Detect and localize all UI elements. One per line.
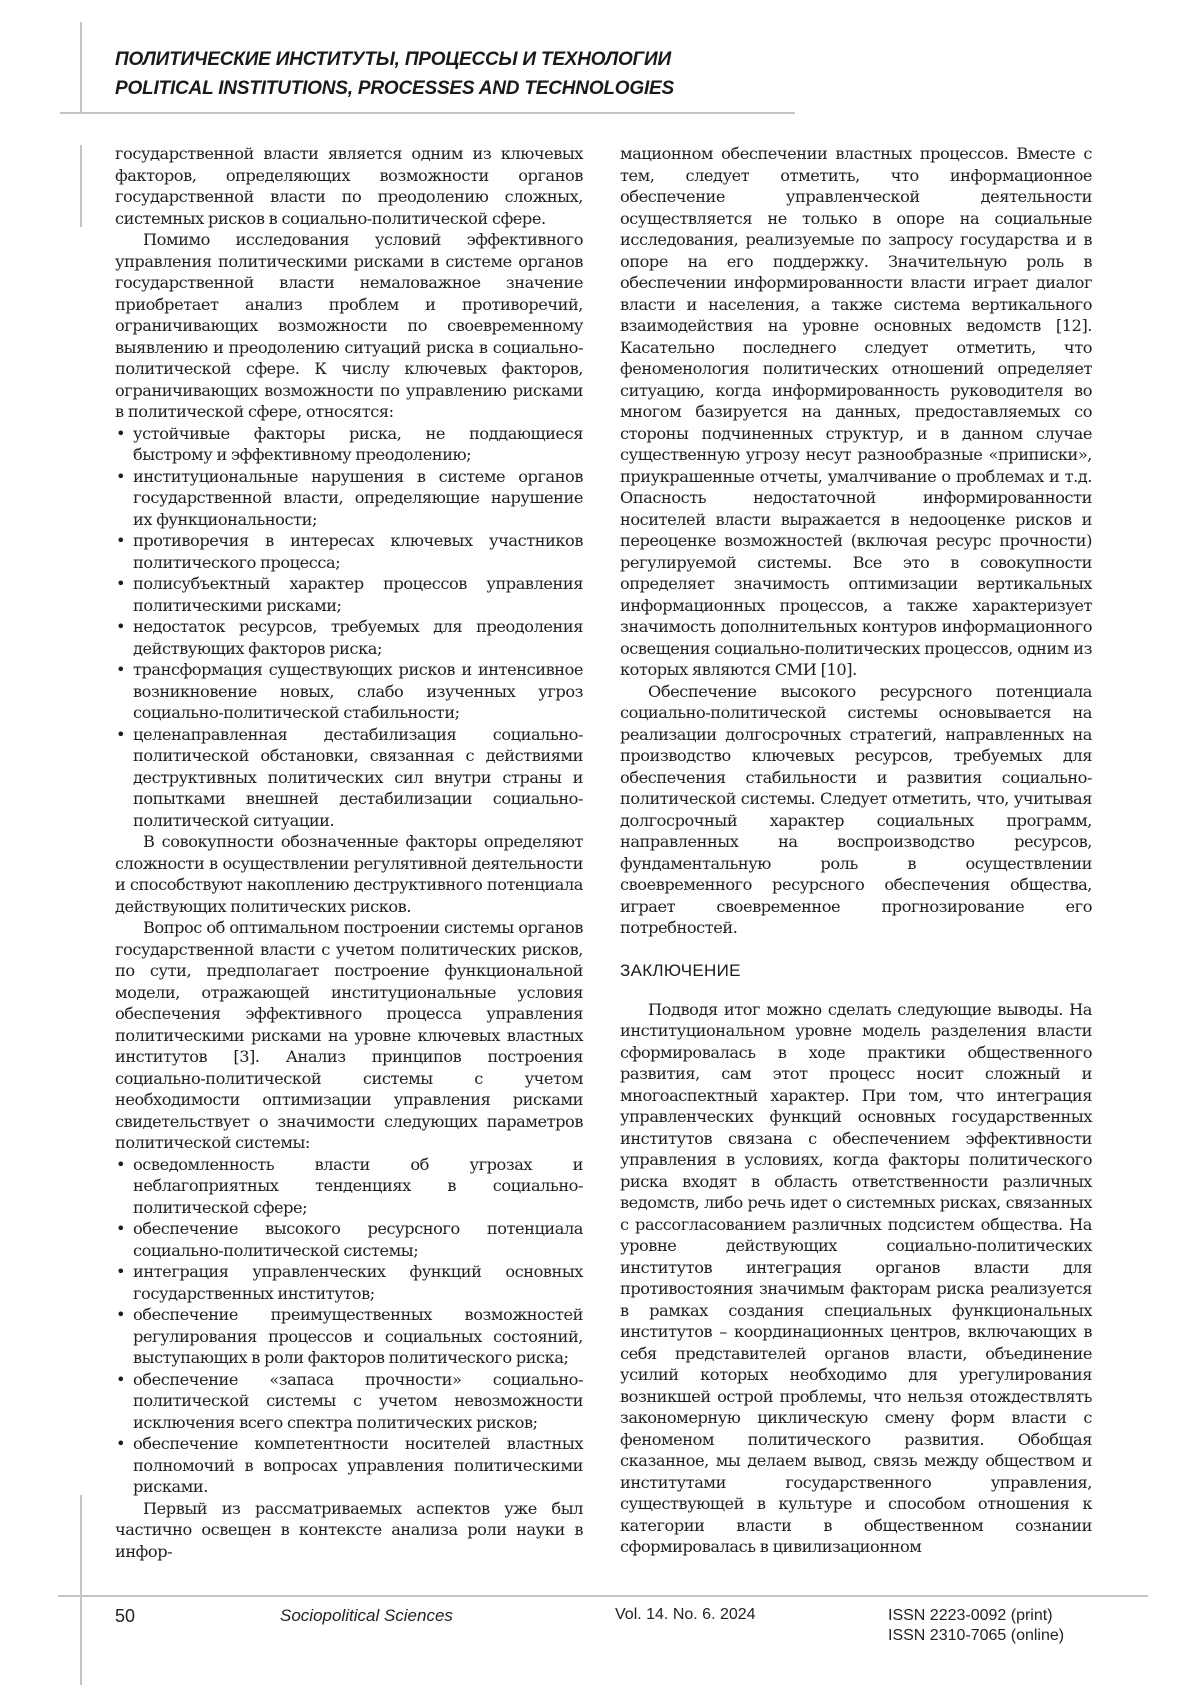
list-item: • противоречия в интересах ключевых участников политического процесса;	[115, 530, 583, 573]
page-footer	[0, 1606, 1200, 1666]
running-header	[115, 45, 674, 103]
list-item: • интеграция управленческих функций основных государственных институтов;	[115, 1261, 583, 1304]
issn-block	[888, 1606, 1064, 1646]
list-item: • институциональные нарушения в системе органов государственной власти, определяющие нарушение их функциональности;	[115, 466, 583, 531]
factors-list	[115, 423, 583, 832]
issn-online: ISSN 2310-7065 (online)	[888, 1626, 1064, 1646]
paragraph: Подводя итог можно сделать следующие выводы. На институциональном уровне модель разделения власти сформировалась в ходе практики общественного развития, сам этот процесс носит сложный и многоаспектный характер. При том, что интеграция управленческих функций основных государственных институтов связана с обеспечением эффективности управления в условиях, когда факторы политического риска входят в область ответственности различных ведомств, либо речь идет о системных рисках, связанных с рассогласованием различных подсистем общества. На уровне действующих социально-политических институтов интеграция органов власти для противостояния значимым факторам риска реализуется в рамках создания специальных функциональных институтов – координационных центров, включающих в себя представителей органов власти, объединение усилий которых необходимо для урегулирования возникшей острой проблемы, что нельзя отождествлять закономерную циклическую смену форм власти с феноменом политического развития. Обобщая сказанное, мы делаем вывод, связь между обществом и институтами государственного управления, существующей в культуре и способом отношения к категории власти в общественном сознании сформировалась в цивилизационном	[620, 999, 1092, 1558]
paragraph: Первый из рассматриваемых аспектов уже был частично освещен в контексте анализа роли науки в инфор-	[115, 1498, 583, 1563]
header-horizontal-rule	[60, 112, 795, 114]
paragraph: Обеспечение высокого ресурсного потенциала социально-политической системы основывается на реализации долгосрочных стратегий, направленных на производство ключевых ресурсов, требуемых для обеспечения стабильности и развития социально-политической системы. Следует отметить, что, учитывая долгосрочный характер социальных программ, направленных на воспроизводство ресурсов, фундаментальную роль в осуществлении своевременного ресурсного обеспечения общества, играет своевременное прогнозирование его потребностей.	[620, 681, 1092, 939]
paragraph: государственной власти является одним из ключевых факторов, определяющих возможности органов государственной власти по преодолению сложных, системных рисков в социально-политической сфере.	[115, 143, 583, 229]
header-title-en: POLITICAL INSTITUTIONS, PROCESSES AND TECHNOLOGIES	[115, 74, 674, 103]
list-item: • полисубъектный характер процессов управления политическими рисками;	[115, 573, 583, 616]
issn-print: ISSN 2223-0092 (print)	[888, 1606, 1064, 1626]
list-item: • устойчивые факторы риска, не поддающиеся быстрому и эффективному преодолению;	[115, 423, 583, 466]
list-item: • осведомленность власти об угрозах и неблагоприятных тенденциях в социально-политической сфере;	[115, 1154, 583, 1219]
list-item: • обеспечение преимущественных возможностей регулирования процессов и социальных состояний, выступающих в роли факторов политического риска;	[115, 1304, 583, 1369]
volume-info: Vol. 14. No. 6. 2024	[615, 1606, 756, 1624]
paragraph: В совокупности обозначенные факторы определяют сложности в осуществлении регулятивной деятельности и способствуют накоплению деструктивного потенциала действующих политических рисков.	[115, 831, 583, 917]
list-item: • обеспечение компетентности носителей властных полномочий в вопросах управления политическими рисками.	[115, 1433, 583, 1498]
header-vertical-rule	[80, 22, 82, 114]
list-item: • недостаток ресурсов, требуемых для преодоления действующих факторов риска;	[115, 616, 583, 659]
list-item: • трансформация существующих рисков и интенсивное возникновение новых, слабо изученных угроз социально-политической стабильности;	[115, 659, 583, 724]
parameters-list	[115, 1154, 583, 1498]
left-margin-rule	[80, 145, 82, 227]
journal-name: Sociopolitical Sciences	[280, 1606, 453, 1626]
page-number: 50	[115, 1606, 135, 1627]
list-item: • обеспечение «запаса прочности» социально-политической системы с учетом невозможности исключения всего спектра политических рисков;	[115, 1369, 583, 1434]
left-column	[115, 143, 583, 1562]
paragraph: мационном обеспечении властных процессов. Вместе с тем, следует отметить, что информационное обеспечение управленческой деятельности осуществляется не только в опоре на социальные исследования, реализуемые по запросу государства и в опоре на его поддержку. Значительную роль в обеспечении информированности власти играет диалог власти и населения, а также система вертикального взаимодействия на уровне основных ведомств [12]. Касательно последнего следует отметить, что феноменология политических отношений определяет ситуацию, когда информированность руководителя во многом базируется на данных, предоставляемых со стороны подчиненных структур, и в данном случае существенную угрозу несут разнообразные «приписки», приукрашенные отчеты, умалчивание о проблемах и т.д. Опасность недостаточной информированности носителей власти выражается в недооценке рисков и переоценке возможностей (включая ресурс прочности) регулируемой системы. Все это в совокупности определяет значимость оптимизации вертикальных информационных процессов, а также характеризует значимость дополнительных контуров информационного освещения социально-политических процессов, одним из которых являются СМИ [10].	[620, 143, 1092, 681]
section-title-conclusion: ЗАКЛЮЧЕНИЕ	[620, 961, 1092, 981]
list-item: • целенаправленная дестабилизация социально-политической обстановки, связанная с действиями деструктивных политических сил внутри страны и попытками внешней дестабилизации социально-политической ситуации.	[115, 724, 583, 832]
right-column	[620, 143, 1092, 1558]
footer-horizontal-rule	[58, 1595, 1148, 1597]
header-title-ru: ПОЛИТИЧЕСКИЕ ИНСТИТУТЫ, ПРОЦЕССЫ И ТЕХНОЛОГИИ	[115, 45, 674, 74]
paragraph: Вопрос об оптимальном построении системы органов государственной власти с учетом политических рисков, по сути, предполагает построение функциональной модели, отражающей институциональные условия обеспечения эффективного процесса управления политическими рисками на уровне ключевых властных институтов [3]. Анализ принципов построения социально-политической системы с учетом необходимости оптимизации управления рисками свидетельствует о значимости следующих параметров политической системы:	[115, 917, 583, 1154]
paragraph: Помимо исследования условий эффективного управления политическими рисками в системе органов государственной власти немаловажное значение приобретает анализ проблем и противоречий, ограничивающих возможности по своевременному выявлению и преодолению ситуаций риска в социально-политической сфере. К числу ключевых факторов, ограничивающих возможности по управлению рисками в политической сфере, относятся:	[115, 229, 583, 423]
list-item: • обеспечение высокого ресурсного потенциала социально-политической системы;	[115, 1218, 583, 1261]
